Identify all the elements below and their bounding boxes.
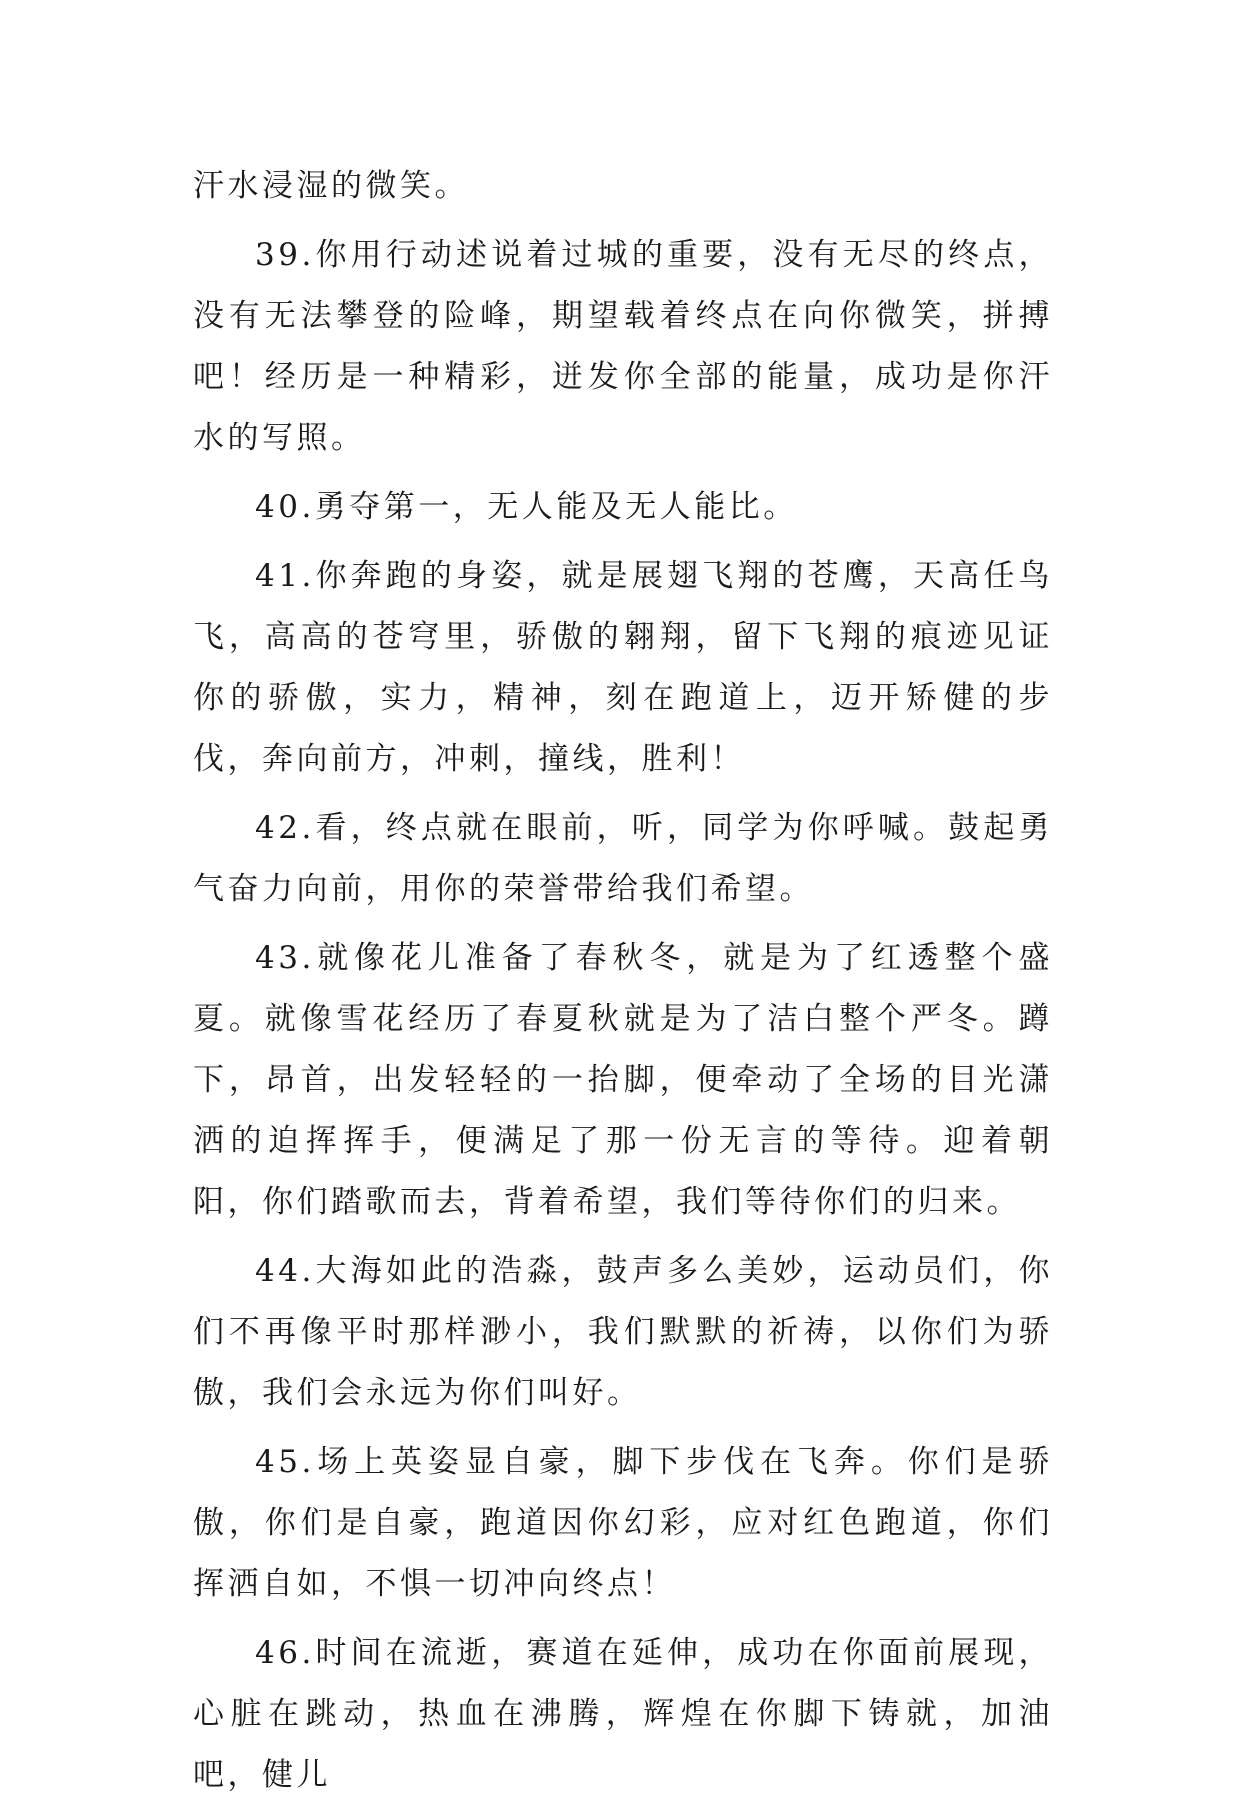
paragraph-44: 44.大海如此的浩淼，鼓声多么美妙，运动员们，你们不再像平时那样渺小，我们默默的祈祷，以你们为骄傲，我们会永远为你们叫好。	[193, 1253, 1053, 1411]
paragraph-41: 41.你奔跑的身姿，就是展翅飞翔的苍鹰，天高任鸟飞，高高的苍穹里，骄傲的翱翔，留下飞翔的痕迹见证你的骄傲，实力，精神，刻在跑道上，迈开矫健的步伐，奔向前方，冲刺，撞线，胜利！	[193, 558, 1053, 777]
paragraph-39: 39.你用行动述说着过城的重要，没有无尽的终点，没有无法攀登的险峰，期望载着终点在向你微笑，拼搏吧！经历是一种精彩，迸发你全部的能量，成功是你汗水的写照。	[193, 237, 1053, 456]
document-body	[193, 156, 1053, 1814]
paragraph-43: 43.就像花儿准备了春秋冬，就是为了红透整个盛夏。就像雪花经历了春夏秋就是为了洁白整个严冬。蹲下，昂首，出发轻轻的一抬脚，便牵动了全场的目光潇洒的迫挥挥手，便满足了那一份无言的等待。迎着朝阳，你们踏歌而去，背着希望，我们等待你们的归来。	[193, 940, 1053, 1220]
paragraph-40: 40.勇夺第一，无人能及无人能比。	[255, 489, 798, 525]
paragraph-continuation: 汗水浸湿的微笑。	[193, 168, 469, 204]
paragraph-45: 45.场上英姿显自豪，脚下步伐在飞奔。你们是骄傲，你们是自豪，跑道因你幻彩，应对红色跑道，你们挥洒自如，不惧一切冲向终点！	[193, 1444, 1053, 1602]
paragraph-42: 42.看，终点就在眼前，听，同学为你呼喊。鼓起勇气奋力向前，用你的荣誉带给我们希望。	[193, 810, 1053, 907]
paragraph-46: 46.时间在流逝，赛道在延伸，成功在你面前展现，心脏在跳动，热血在沸腾，辉煌在你脚下铸就，加油吧，健儿	[193, 1635, 1053, 1793]
